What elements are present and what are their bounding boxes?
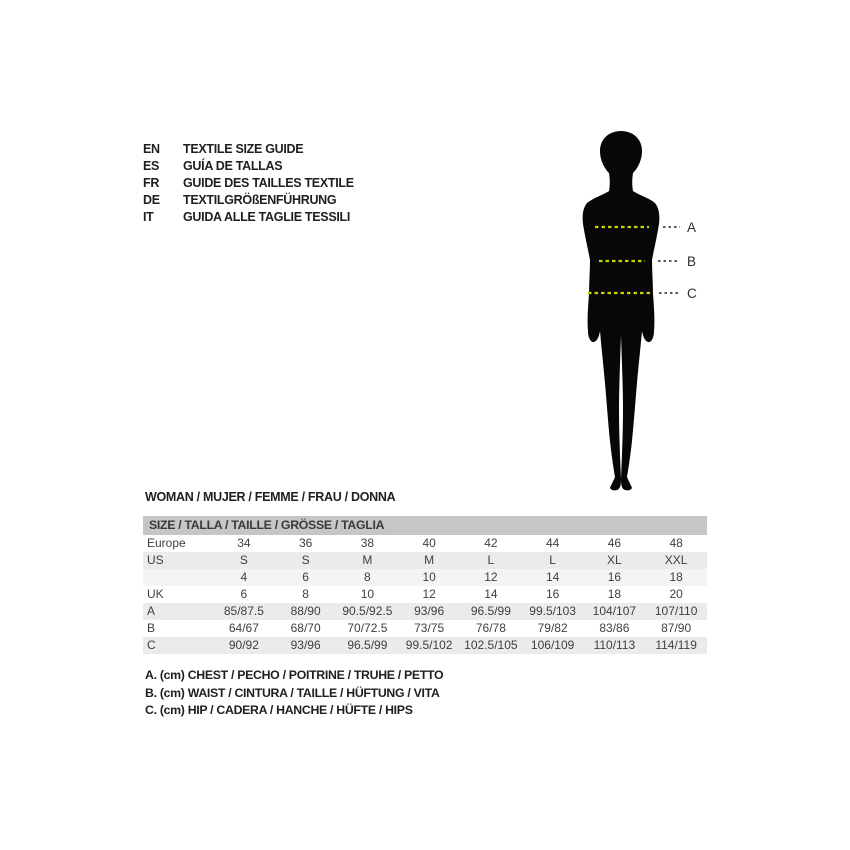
table-row-label: Europe: [147, 536, 186, 550]
table-cell: 48: [669, 536, 683, 550]
table-row: [143, 586, 707, 603]
lang-row-it: [143, 209, 354, 226]
table-cell: 8: [364, 570, 371, 584]
table-row: [143, 637, 707, 654]
table-cell: 14: [484, 587, 498, 601]
table-cell: M: [362, 553, 373, 567]
table-cell: 106/109: [530, 638, 575, 652]
lang-code: IT: [143, 210, 154, 224]
table-cell: 99.5/102: [405, 638, 453, 652]
note-hip: C. (cm) HIP / CADERA / HANCHE / HÜFTE / HIPS: [145, 703, 413, 717]
chest-label: A: [687, 220, 697, 235]
table-row: [143, 552, 707, 569]
table-cell: XL: [607, 553, 622, 567]
table-row: [143, 535, 707, 552]
size-table: [143, 516, 707, 654]
table-cell: 14: [545, 570, 560, 584]
table-row-label: B: [147, 621, 156, 635]
table-cell: 73/75: [414, 621, 445, 635]
hip-label: C: [687, 286, 697, 301]
table-row-label: C: [147, 638, 156, 652]
table-cell: 93/96: [290, 638, 321, 652]
table-cell: 16: [607, 570, 622, 584]
table-cell: 114/119: [655, 638, 697, 652]
table-cell: 42: [484, 536, 498, 550]
table-cell: 40: [422, 536, 436, 550]
table-cell: 107/110: [654, 604, 698, 618]
table-row-label: UK: [147, 587, 164, 601]
gender-heading: WOMAN / MUJER / FEMME / FRAU / DONNA: [145, 490, 396, 504]
table-cell: 12: [422, 587, 436, 601]
table-cell: S: [239, 553, 248, 567]
table-cell: 110/113: [593, 638, 636, 652]
table-cell: 90/92: [228, 638, 259, 652]
woman-measurement-figure: [575, 131, 710, 492]
table-cell: 6: [302, 570, 309, 584]
measurement-notes: [145, 667, 443, 720]
table-row: [143, 569, 707, 586]
table-cell: 12: [484, 570, 498, 584]
table-cell: 4: [240, 570, 248, 584]
table-row: [143, 620, 707, 637]
table-cell: 18: [607, 587, 622, 601]
table-cell: 6: [240, 587, 248, 601]
table-cell: 87/90: [661, 621, 692, 635]
note-chest: A. (cm) CHEST / PECHO / POITRINE / TRUHE / PETTO: [145, 668, 444, 682]
table-cell: 79/82: [537, 621, 568, 635]
table-cell: 38: [360, 536, 375, 550]
lang-code: EN: [143, 142, 160, 156]
lang-title: GUIDA ALLE TAGLIE TESSILI: [183, 210, 351, 224]
lang-title: TEXTILGRÖßENFÜHRUNG: [183, 193, 337, 207]
table-cell: 83/86: [599, 621, 630, 635]
language-title-block: [143, 141, 354, 226]
table-cell: 104/107: [592, 604, 637, 618]
lang-code: FR: [143, 176, 160, 190]
table-cell: 46: [607, 536, 622, 550]
table-cell: 96.5/99: [470, 604, 511, 618]
table-cell: 16: [545, 587, 560, 601]
table-cell: 90.5/92.5: [342, 604, 393, 618]
lang-title: GUIDE DES TAILLES TEXTILE: [183, 176, 354, 190]
size-table-rows: [143, 535, 707, 654]
table-cell: L: [487, 553, 495, 567]
table-row-label: [143, 569, 213, 586]
lang-code: ES: [143, 159, 160, 173]
size-table-header: SIZE / TALLA / TAILLE / GRÖSSE / TAGLIA: [143, 516, 707, 535]
table-cell: 76/78: [475, 621, 506, 635]
table-cell: 10: [422, 570, 436, 584]
table-cell: 20: [669, 587, 683, 601]
table-cell: 8: [302, 587, 309, 601]
table-cell: 44: [545, 536, 560, 550]
lang-title: GUÍA DE TALLAS: [183, 159, 283, 173]
lang-row-fr: [143, 175, 354, 192]
table-cell: 102.5/105: [464, 638, 518, 652]
table-cell: L: [549, 553, 556, 567]
table-cell: 10: [360, 587, 375, 601]
table-cell: 18: [669, 570, 683, 584]
table-cell: S: [301, 553, 310, 567]
table-row-label: US: [147, 553, 164, 567]
table-cell: 68/70: [290, 621, 321, 635]
table-cell: 64/67: [228, 621, 259, 635]
table-row-label: A: [147, 604, 156, 618]
table-cell: 96.5/99: [347, 638, 388, 652]
lang-row-en: [143, 141, 354, 158]
table-cell: 85/87.5: [223, 604, 264, 618]
table-cell: 36: [298, 536, 313, 550]
table-cell: XXL: [664, 553, 688, 567]
woman-silhouette: [583, 131, 660, 490]
table-row: [143, 603, 707, 620]
lang-row-es: [143, 158, 354, 175]
table-cell: 70/72.5: [347, 621, 388, 635]
lang-row-de: [143, 192, 354, 209]
table-cell: 34: [237, 536, 251, 550]
table-cell: 93/96: [414, 604, 445, 618]
note-waist: B. (cm) WAIST / CINTURA / TAILLE / HÜFTUNG / VITA: [145, 685, 440, 700]
lang-code: DE: [143, 193, 160, 207]
table-cell: M: [424, 553, 435, 567]
table-cell: 88/90: [290, 604, 321, 618]
waist-label: B: [687, 254, 697, 269]
lang-title: TEXTILE SIZE GUIDE: [183, 142, 304, 156]
table-cell: 99.5/103: [529, 604, 576, 618]
